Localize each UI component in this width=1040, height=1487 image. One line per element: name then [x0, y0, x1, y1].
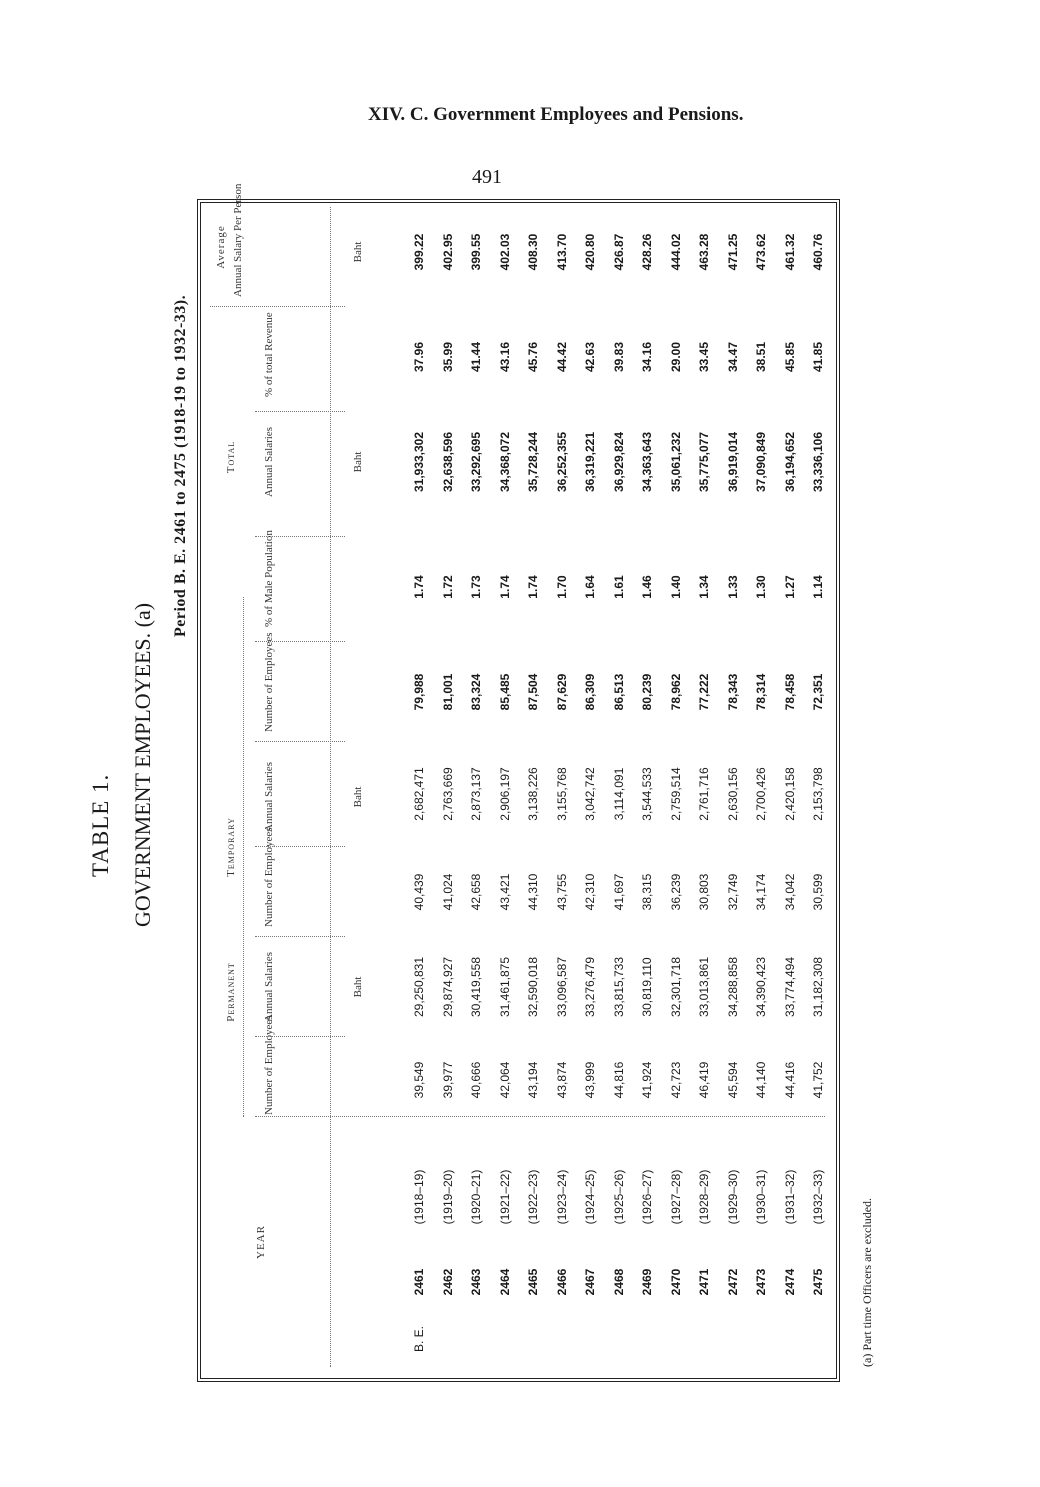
header-temporary: Temporary: [225, 817, 237, 877]
cell-pct-male: 1.33: [725, 575, 740, 599]
cell-temp-n: 30,803: [697, 873, 711, 911]
year-ce: (1932–33): [811, 1169, 825, 1225]
cell-temp-s: 2,761,716: [697, 767, 711, 821]
year-ce: (1930–31): [754, 1169, 768, 1225]
cell-perm-n: 42,064: [497, 1061, 512, 1099]
cell-pct-rev: 34.47: [725, 341, 740, 373]
cell-temp-n: 42,658: [469, 873, 483, 911]
cell-perm-s: 33,276,479: [583, 956, 597, 1018]
cell-tot-n: 78,314: [754, 673, 768, 711]
cell-perm-n: 44,140: [754, 1061, 768, 1099]
cell-pct-rev: 34.16: [640, 341, 654, 373]
cell-pct-male: 1.74: [497, 575, 512, 599]
cell-temp-s: 2,153,798: [811, 767, 825, 821]
header-rule: [243, 597, 244, 1117]
cell-pct-rev: 43.16: [497, 341, 512, 373]
cell-avg: 399.22: [412, 233, 426, 271]
year-be: 2469: [640, 1268, 654, 1296]
cell-pct-male: 1.27: [782, 575, 797, 599]
cell-perm-s: 34,390,423: [754, 956, 768, 1018]
cell-perm-s: 29,250,831: [412, 956, 426, 1018]
cell-tot-s: 34,368,072: [497, 431, 512, 493]
cell-avg: 402.95: [440, 233, 455, 271]
cell-avg: 471.25: [725, 233, 740, 271]
perm-salaries-header: Annual Salaries: [263, 952, 275, 1022]
cell-tot-n: 78,458: [782, 673, 797, 711]
cell-perm-s: 31,182,308: [811, 956, 825, 1018]
year-be: 2472: [725, 1268, 740, 1296]
cell-avg: 408.30: [526, 233, 540, 271]
cell-temp-s: 2,906,197: [497, 767, 512, 821]
cell-tot-s: 35,061,232: [668, 431, 683, 493]
cell-temp-s: 2,759,514: [668, 767, 683, 821]
cell-temp-n: 34,042: [782, 873, 797, 911]
footnote: (a) Part time Officers are excluded.: [860, 1197, 874, 1367]
year-be: 2461: [412, 1268, 426, 1296]
cell-temp-s: 2,700,426: [754, 767, 768, 821]
cell-perm-s: 31,461,875: [497, 956, 512, 1018]
total-pct-male-header: % of Male Population: [263, 530, 275, 627]
cell-avg: 473.62: [754, 233, 768, 271]
cell-avg: 399.55: [469, 233, 483, 271]
cell-pct-rev: 39.83: [611, 341, 626, 373]
cell-tot-n: 78,343: [725, 673, 740, 711]
cell-pct-male: 1.72: [440, 575, 455, 599]
cell-tot-s: 36,319,221: [583, 431, 597, 493]
col-sep: [255, 411, 345, 412]
cell-temp-n: 40,439: [412, 873, 426, 911]
cell-tot-n: 77,222: [697, 673, 711, 711]
cell-temp-n: 43,755: [554, 873, 569, 911]
cell-pct-rev: 42.63: [583, 341, 597, 373]
table-title: TABLE 1.: [88, 773, 113, 877]
col-sep: [255, 741, 345, 742]
cell-avg: 463.28: [697, 233, 711, 271]
cell-temp-n: 30,599: [811, 873, 825, 911]
year-ce: (1931–32): [782, 1169, 797, 1225]
header-total: Total: [225, 440, 237, 474]
cell-tot-n: 87,629: [554, 673, 569, 711]
total-number-header: Number of Employees: [263, 632, 275, 732]
year-be: 2466: [554, 1268, 569, 1296]
cell-pct-male: 1.46: [640, 575, 654, 599]
cell-tot-s: 36,929,824: [611, 431, 626, 493]
cell-tot-s: 33,336,106: [811, 431, 825, 493]
cell-avg: 460.76: [811, 233, 825, 271]
year-be: 2475: [811, 1268, 825, 1296]
year-ce: (1922–23): [526, 1169, 540, 1225]
cell-perm-n: 41,752: [811, 1061, 825, 1099]
cell-tot-n: 85,485: [497, 673, 512, 711]
cell-perm-s: 30,819,110: [640, 957, 654, 1017]
cell-temp-s: 3,155,768: [554, 767, 569, 821]
cell-temp-n: 38,315: [640, 873, 654, 911]
cell-pct-rev: 41.44: [469, 341, 483, 373]
cell-perm-n: 45,594: [725, 1061, 740, 1099]
table-subtitle: GOVERNMENT EMPLOYEES. (a): [130, 602, 155, 927]
cell-pct-male: 1.74: [412, 575, 426, 599]
cell-pct-rev: 45.85: [782, 341, 797, 373]
cell-temp-s: 3,138,226: [526, 767, 540, 821]
cell-perm-n: 39,549: [412, 1061, 426, 1099]
cell-tot-s: 35,728,244: [526, 431, 540, 493]
header-permanent: Permanent: [225, 962, 237, 1022]
period-label: Period B. E. 2461 to 2475 (1918-19 to 1932-33).: [172, 294, 189, 637]
cell-temp-n: 32,749: [725, 873, 740, 911]
cell-tot-s: 36,194,652: [782, 431, 797, 493]
cell-perm-s: 32,301,718: [668, 956, 683, 1018]
cell-perm-s: 29,874,927: [440, 956, 455, 1018]
header-bottom-rule: [330, 207, 331, 1367]
perm-number-header: Number of Employees: [263, 1015, 275, 1115]
cell-tot-s: 34,363,643: [640, 431, 654, 493]
cell-perm-n: 43,999: [583, 1061, 597, 1099]
year-be: 2468: [611, 1268, 626, 1296]
cell-perm-s: 34,288,858: [725, 956, 740, 1018]
era-label: B. E.: [412, 1326, 426, 1353]
year-be: 2471: [697, 1268, 711, 1296]
year-ce: (1928–29): [697, 1169, 711, 1225]
cell-tot-n: 86,309: [583, 673, 597, 711]
cell-avg: 426.87: [611, 233, 626, 271]
year-be: 2474: [782, 1268, 797, 1296]
cell-perm-s: 30,419,558: [469, 956, 483, 1018]
year-ce: (1923–24): [554, 1169, 569, 1225]
cell-temp-s: 2,873,137: [469, 767, 483, 821]
header-average: Average: [215, 225, 227, 269]
cell-avg: 420.80: [583, 233, 597, 271]
cell-perm-n: 43,194: [526, 1061, 540, 1099]
cell-tot-s: 36,919,014: [725, 431, 740, 493]
total-salaries-header: Annual Salaries: [263, 427, 275, 497]
cell-pct-male: 1.73: [469, 575, 483, 599]
year-be: 2467: [583, 1268, 597, 1296]
cell-perm-n: 44,816: [611, 1061, 626, 1099]
section-header: XIV. C. Government Employees and Pensions.: [368, 104, 744, 125]
col-sep: [255, 936, 345, 937]
cell-perm-s: 33,774,494: [782, 956, 797, 1018]
cell-tot-n: 80,239: [640, 673, 654, 711]
cell-perm-n: 39,977: [440, 1061, 455, 1099]
cell-avg: 428.26: [640, 233, 654, 271]
cell-perm-s: 33,013,861: [697, 956, 711, 1018]
col-sep: [255, 641, 345, 642]
year-be: 2470: [668, 1268, 683, 1296]
cell-temp-s: 3,544,533: [640, 767, 654, 821]
cell-temp-n: 34,174: [754, 873, 768, 911]
page-number: 491: [472, 166, 502, 188]
cell-pct-male: 1.30: [754, 575, 768, 599]
cell-avg: 444.02: [668, 233, 683, 271]
cell-pct-rev: 35.99: [440, 341, 455, 373]
cell-temp-n: 44,310: [526, 873, 540, 911]
perm-unit: Baht: [352, 976, 364, 998]
year-ce: (1926–27): [640, 1169, 654, 1225]
cell-avg: 413.70: [554, 233, 569, 271]
cell-avg: 402.03: [497, 233, 512, 271]
cell-avg: 461.32: [782, 233, 797, 271]
cell-perm-n: 46,419: [697, 1061, 711, 1099]
cell-temp-n: 41,024: [440, 873, 455, 911]
avg-salary-header: Annual Salary Per Person: [232, 183, 244, 297]
cell-tot-n: 79,988: [412, 673, 426, 711]
cell-pct-male: 1.34: [697, 575, 711, 599]
avg-unit: Baht: [352, 241, 364, 263]
col-sep: [255, 1116, 825, 1117]
cell-perm-n: 42,723: [668, 1061, 683, 1099]
cell-pct-male: 1.64: [583, 575, 597, 599]
cell-pct-rev: 33.45: [697, 341, 711, 373]
cell-tot-s: 35,775,077: [697, 431, 711, 493]
temp-unit: Baht: [352, 786, 364, 808]
cell-perm-n: 43,874: [554, 1061, 569, 1099]
year-ce: (1918–19): [412, 1169, 426, 1225]
temp-salaries-header: Annual Salaries: [263, 762, 275, 832]
cell-pct-male: 1.70: [554, 575, 569, 599]
cell-pct-rev: 29.00: [668, 341, 683, 373]
cell-tot-s: 36,252,355: [554, 431, 569, 493]
cell-pct-rev: 38.51: [754, 341, 768, 373]
year-be: 2465: [526, 1268, 540, 1296]
cell-tot-n: 86,513: [611, 673, 626, 711]
year-be: 2464: [497, 1268, 512, 1296]
year-ce: (1925–26): [611, 1169, 626, 1225]
cell-tot-n: 72,351: [811, 673, 825, 711]
cell-pct-male: 1.14: [811, 575, 825, 599]
total-unit: Baht: [352, 451, 364, 473]
col-sep: [255, 1036, 345, 1037]
cell-tot-n: 81,001: [440, 673, 455, 711]
cell-pct-rev: 41.85: [811, 341, 825, 373]
cell-tot-n: 83,324: [469, 673, 483, 711]
year-ce: (1920–21): [469, 1169, 483, 1225]
year-be: 2473: [754, 1268, 768, 1296]
header-year: YEAR: [255, 1225, 267, 1259]
cell-temp-s: 2,763,669: [440, 767, 455, 821]
cell-tot-s: 31,933,302: [412, 431, 426, 493]
cell-tot-s: 33,292,695: [469, 431, 483, 493]
cell-perm-s: 32,590,018: [526, 956, 540, 1018]
cell-temp-s: 3,114,091: [611, 767, 626, 821]
col-sep: [255, 536, 345, 537]
cell-temp-n: 41,697: [611, 873, 626, 911]
cell-temp-s: 2,630,156: [725, 767, 740, 821]
year-ce: (1919–20): [440, 1169, 455, 1225]
cell-pct-rev: 37.96: [412, 341, 426, 373]
cell-temp-s: 2,420,158: [782, 767, 797, 821]
cell-pct-rev: 45.76: [526, 341, 540, 373]
year-be: 2462: [440, 1268, 455, 1296]
cell-tot-n: 78,962: [668, 673, 683, 711]
table-frame: [197, 183, 840, 1382]
col-sep: [210, 306, 345, 307]
year-ce: (1929–30): [725, 1169, 740, 1225]
year-ce: (1927–28): [668, 1169, 683, 1225]
cell-perm-s: 33,096,587: [554, 956, 569, 1018]
cell-temp-n: 42,310: [583, 873, 597, 911]
cell-perm-n: 44,416: [782, 1061, 797, 1099]
cell-pct-male: 1.61: [611, 575, 626, 599]
year-ce: (1921–22): [497, 1169, 512, 1225]
cell-temp-s: 2,682,471: [412, 767, 426, 821]
cell-perm-s: 33,815,733: [611, 956, 626, 1018]
cell-temp-n: 43,421: [497, 873, 512, 911]
cell-perm-n: 41,924: [640, 1061, 654, 1099]
cell-pct-male: 1.74: [526, 575, 540, 599]
cell-tot-s: 37,090,849: [754, 431, 768, 493]
cell-pct-rev: 44.42: [554, 341, 569, 373]
year-ce: (1924–25): [583, 1169, 597, 1225]
cell-temp-s: 3,042,742: [583, 767, 597, 821]
cell-perm-n: 40,666: [469, 1061, 483, 1099]
cell-tot-s: 32,638,596: [440, 431, 455, 493]
col-sep: [255, 846, 345, 847]
total-pct-revenue-header: % of total Revenue: [263, 312, 275, 397]
year-be: 2463: [469, 1268, 483, 1296]
cell-pct-male: 1.40: [668, 575, 683, 599]
cell-temp-n: 36,239: [668, 873, 683, 911]
temp-number-header: Number of Employees: [263, 827, 275, 927]
cell-tot-n: 87,504: [526, 673, 540, 711]
